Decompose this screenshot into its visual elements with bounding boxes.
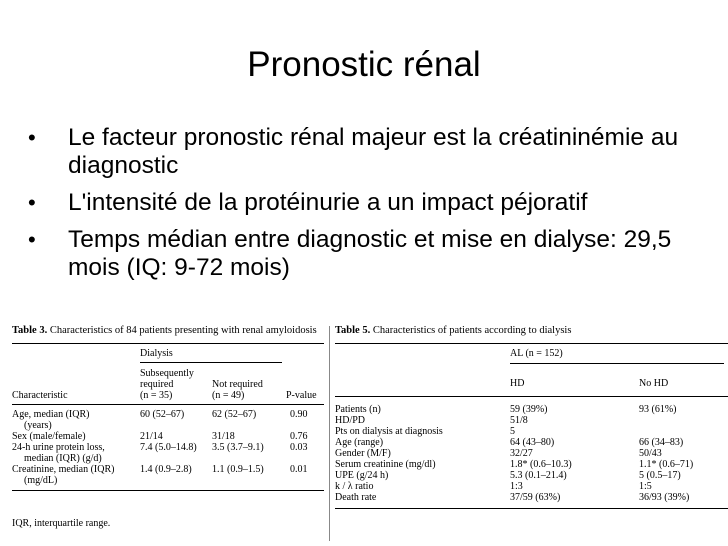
table-5-group-header: AL (n = 152) [510, 348, 563, 359]
table-3-col-pvalue: P-value [286, 390, 317, 401]
table-cell: 5 [510, 426, 515, 437]
table-cell: 21/14 [140, 431, 163, 442]
table-divider [329, 326, 330, 541]
table-3-bottom-rule [12, 490, 324, 491]
row-label: Age (range) [335, 437, 384, 448]
table-cell: 0.03 [290, 442, 308, 453]
row-label: Sex (male/female) [12, 431, 86, 442]
table-cell: 37/59 (63%) [510, 492, 561, 503]
table-cell: 66 (34–83) [639, 437, 684, 448]
table-3-footnote: IQR, interquartile range. [12, 518, 111, 529]
table-5-col-hd: HD [510, 378, 525, 389]
table-3-group-header: Dialysis [140, 348, 173, 359]
table-cell [639, 426, 693, 437]
table-3-label: Table 3. [12, 325, 48, 336]
row-label: Death rate [335, 492, 377, 503]
table-cell: 0.76 [290, 431, 308, 442]
row-label: (mg/dL) [24, 475, 58, 486]
table-5-top-rule [335, 343, 728, 344]
table-3-col-characteristic: Characteristic [12, 390, 68, 401]
header-line: Not required [212, 379, 263, 390]
table-5-caption-text: Characteristics of patients according to dialysis [372, 325, 572, 336]
table-cell: 0.01 [290, 464, 308, 475]
bullet-item [28, 226, 718, 282]
row-label: k / λ ratio [335, 481, 374, 492]
table-3-col-subsequent [140, 368, 194, 401]
row-label: median (IQR) (g/d) [24, 453, 102, 464]
table-5 [335, 318, 728, 538]
table-cell: 7.4 (5.0–14.8) [140, 442, 197, 453]
table-5-header-rule [335, 396, 728, 397]
table-row [12, 431, 86, 442]
table-5-caption [335, 325, 571, 336]
table-cell [639, 415, 693, 426]
table-3-col-not-required [212, 379, 263, 401]
bullet-text: L'intensité de la protéinurie a un impact péjoratif [68, 189, 588, 216]
table-cell: 0.90 [290, 409, 308, 420]
table-cell: 1.1 (0.9–1.5) [212, 464, 264, 475]
table-cell: 5.3 (0.1–21.4) [510, 470, 567, 481]
table-3-caption [12, 325, 317, 336]
header-line: (n = 35) [140, 390, 173, 401]
table-cell: 1:5 [639, 481, 652, 492]
bullet-text: Temps médian entre diagnostic et mise en dialyse: 29,5 mois (IQ: 9-72 mois) [68, 226, 672, 281]
table-5-no-hd-col [639, 404, 693, 503]
row-label: Patients (n) [335, 404, 381, 415]
bullet-list [28, 124, 718, 291]
table-cell: 93 (61%) [639, 404, 677, 415]
table-cell: 1.4 (0.9–2.8) [140, 464, 192, 475]
bullet-dot-icon: • [28, 190, 36, 215]
row-label: Gender (M/F) [335, 448, 391, 459]
table-3-group-rule [140, 362, 282, 363]
header-line: (n = 49) [212, 390, 245, 401]
row-label: Serum creatinine (mg/dl) [335, 459, 436, 470]
row-label: HD/PD [335, 415, 366, 426]
table-row [12, 442, 105, 464]
table-cell: 51/8 [510, 415, 528, 426]
bullet-text: Le facteur pronostic rénal majeur est la créatininémie au diagnostic [68, 124, 679, 179]
table-cell: 1.1* (0.6–71) [639, 459, 694, 470]
table-row [12, 409, 89, 431]
bullet-dot-icon: • [28, 227, 36, 252]
bullet-item [28, 189, 718, 217]
table-cell: 1.8* (0.6–10.3) [510, 459, 572, 470]
table-cell: 1:3 [510, 481, 523, 492]
table-5-group-rule [510, 363, 724, 364]
table-3-header-rule [12, 404, 324, 405]
table-5-label: Table 5. [335, 325, 371, 336]
header-line: Subsequently [140, 368, 194, 379]
table-5-col-no-hd: No HD [639, 378, 669, 389]
table-cell: 60 (52–67) [140, 409, 185, 420]
table-cell: 50/43 [639, 448, 662, 459]
table-5-hd-col [510, 404, 572, 503]
table-row [12, 464, 114, 486]
row-label: UPE (g/24 h) [335, 470, 389, 481]
table-cell: 3.5 (3.7–9.1) [212, 442, 264, 453]
table-3-top-rule [12, 343, 324, 344]
row-label: (years) [24, 420, 52, 431]
table-5-characteristics-col [335, 404, 443, 503]
row-label: 24-h urine protein loss, [12, 442, 105, 453]
table-cell: 36/93 (39%) [639, 492, 690, 503]
table-cell: 62 (52–67) [212, 409, 257, 420]
table-5-bottom-rule [335, 508, 728, 509]
slide-title: Pronostic rénal [247, 45, 481, 84]
bullet-dot-icon: • [28, 125, 36, 150]
table-cell: 64 (43–80) [510, 437, 555, 448]
table-cell: 5 (0.5–17) [639, 470, 681, 481]
row-label: Pts on dialysis at diagnosis [335, 426, 443, 437]
table-cell: 32/27 [510, 448, 533, 459]
bullet-item [28, 124, 718, 180]
table-cell: 31/18 [212, 431, 235, 442]
header-line: required [140, 379, 174, 390]
table-3 [12, 318, 324, 538]
table-cell: 59 (39%) [510, 404, 548, 415]
table-3-caption-text: Characteristics of 84 patients presenting with renal amyloidosis [49, 325, 317, 336]
row-label: Age, median (IQR) [12, 409, 90, 420]
row-label: Creatinine, median (IQR) [12, 464, 115, 475]
